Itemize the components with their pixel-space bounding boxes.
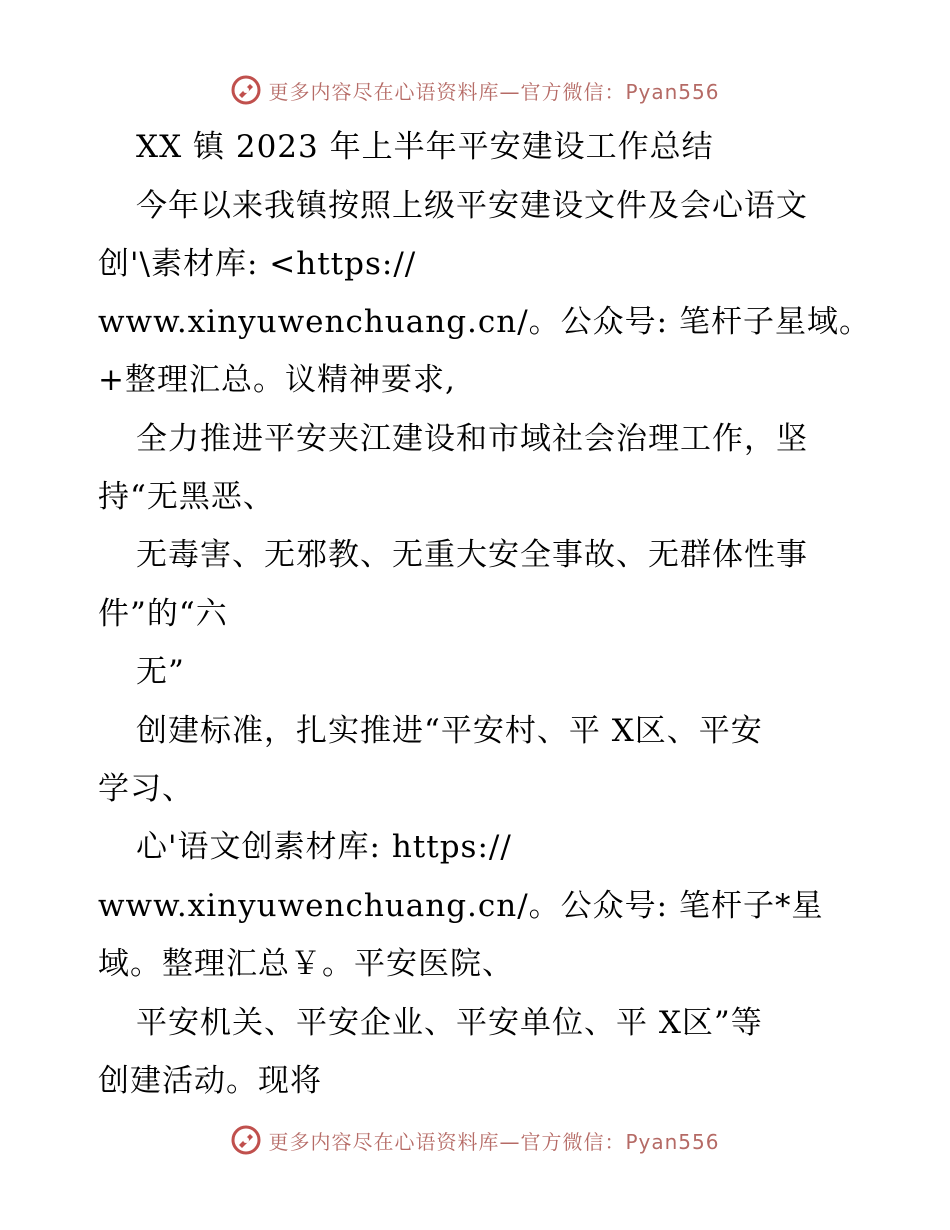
document-title: XX 镇 2023 年上半年平安建设工作总结	[136, 129, 714, 165]
text-line: www.xinyuwenchuang.cn/。公众号: 笔杆子*星	[98, 888, 824, 924]
text-line: 今年以来我镇按照上级平安建设文件及会心语文	[136, 188, 808, 224]
text-line: 心'语文创素材库: https://	[136, 829, 512, 865]
text-line: 全力推进平安夹江建设和市域社会治理工作，坚	[136, 421, 808, 457]
text-line: www.xinyuwenchuang.cn/。公众号: 笔杆子星域。	[98, 304, 871, 340]
text-line: +整理汇总。议精神要求,	[98, 362, 456, 398]
text-line: 无”	[136, 654, 185, 690]
text-line: 创'\素材库: <https://	[98, 246, 417, 282]
logo-icon	[230, 1124, 262, 1156]
footer-watermark-banner	[0, 1120, 950, 1160]
banner-text: 更多内容尽在心语资料库—官方微信：Pyan556	[268, 79, 720, 104]
banner-text: 更多内容尽在心语资料库—官方微信：Pyan556	[268, 1129, 720, 1154]
text-line: 无毒害、无邪教、无重大安全事故、无群体性事	[136, 537, 808, 573]
text-line: 平安机关、平安企业、平安单位、平 X区”等	[136, 1005, 763, 1041]
text-line: 学习、	[98, 771, 194, 807]
header-watermark-banner	[0, 70, 950, 110]
text-line: 持“无黑恶、	[98, 479, 275, 515]
text-line: 件”的“六	[98, 596, 228, 632]
text-line: 创建活动。现将	[98, 1063, 322, 1099]
logo-icon	[230, 74, 262, 106]
text-line: 域。整理汇总￥。平安医院、	[98, 946, 514, 982]
text-line: 创建标准，扎实推进“平安村、平 X区、平安	[136, 713, 763, 749]
